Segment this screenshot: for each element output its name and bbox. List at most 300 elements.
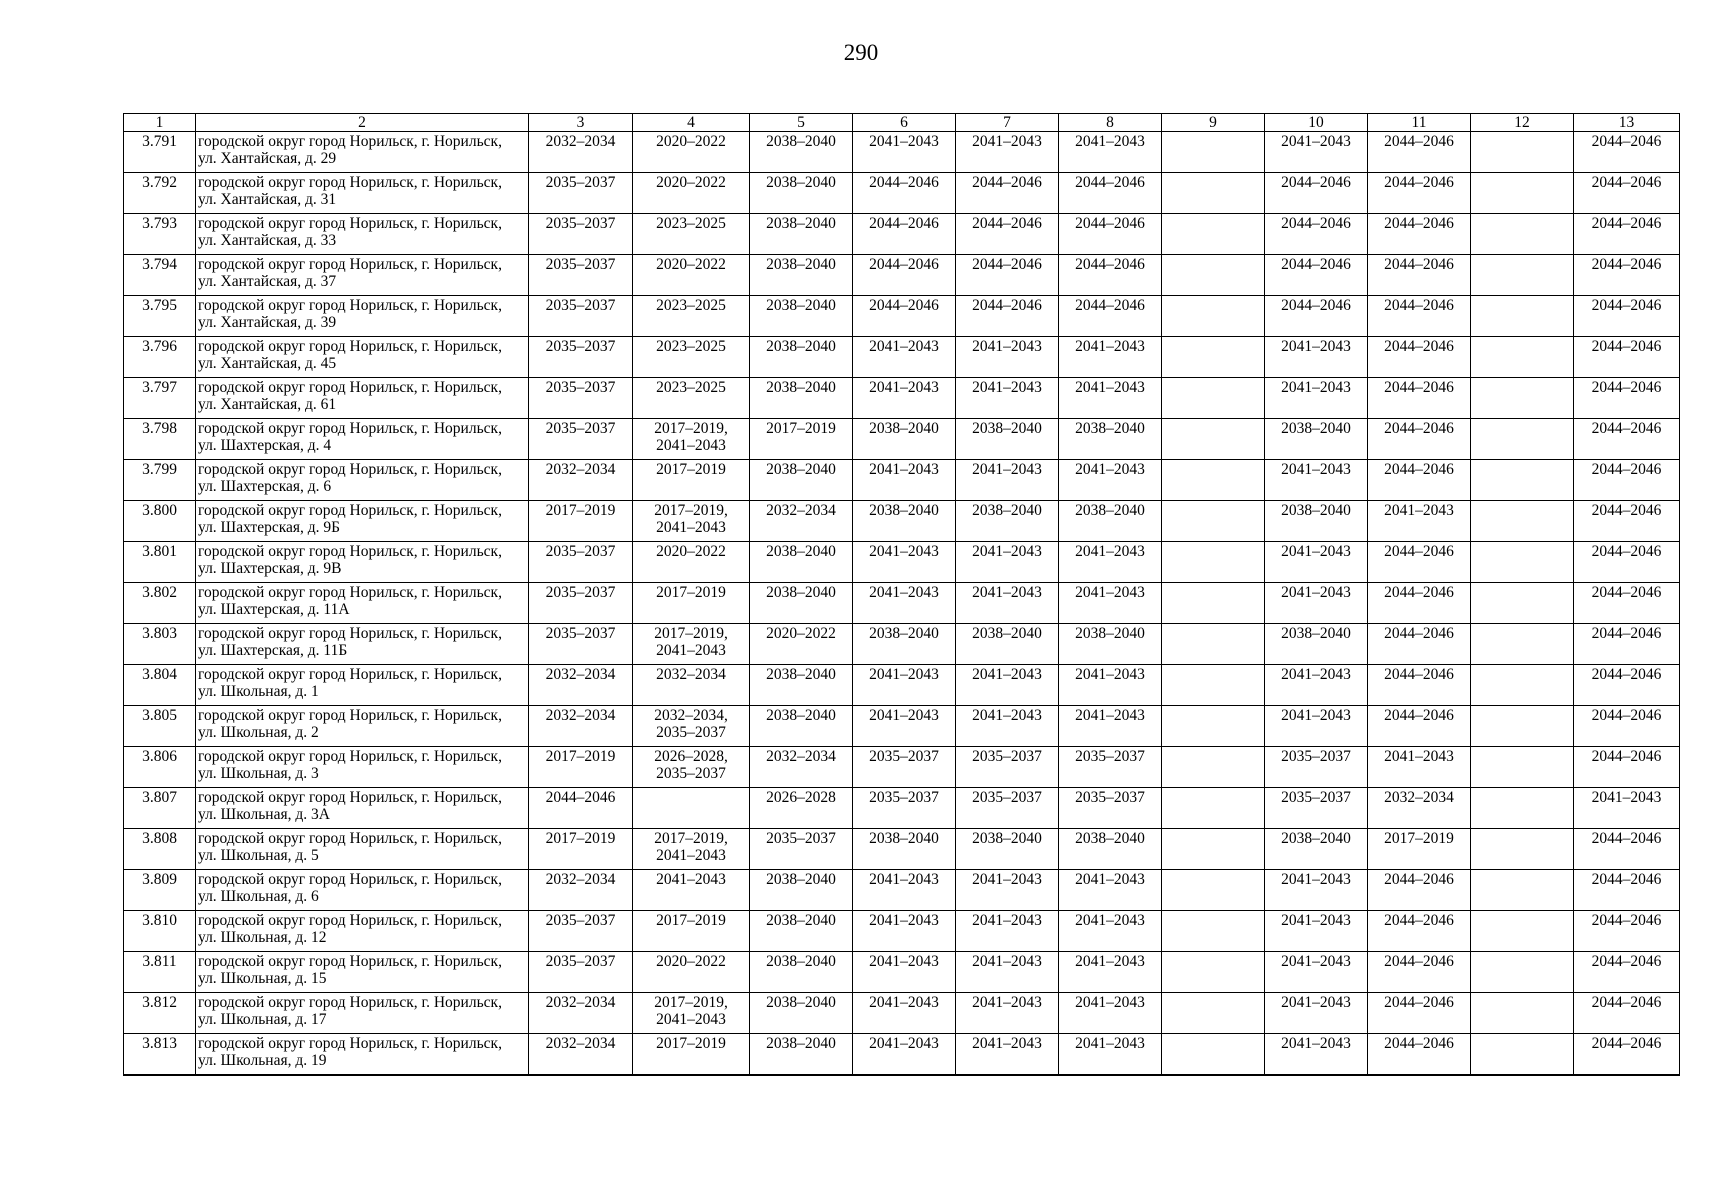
period-cell-col-5 [750, 132, 853, 173]
period-value: 2044–2046 [1384, 420, 1454, 437]
period-cell-col-5 [750, 501, 853, 542]
period-value: 2038–2040 [766, 338, 836, 355]
period-value: 2017–2019, [654, 830, 728, 847]
period-cell-col-13 [1574, 378, 1680, 419]
period-cell-col-12 [1471, 952, 1574, 993]
period-cell-col-3 [529, 337, 633, 378]
address-line: ул. Шахтерская, д. 9Б [198, 519, 341, 536]
period-value: 2041–2043 [1075, 543, 1145, 560]
period-cell-col-10 [1265, 993, 1368, 1034]
period-value: 2038–2040 [1075, 502, 1145, 519]
address-line: городской округ город Норильск, г. Норильск, [198, 502, 502, 519]
period-value: 2044–2046 [1384, 461, 1454, 478]
table-row [124, 747, 1680, 788]
row-number-cell: 3.796 [124, 337, 196, 378]
period-value: 2035–2037 [656, 765, 726, 782]
period-value: 2032–2034 [766, 502, 836, 519]
period-cell-col-8 [1059, 419, 1162, 460]
period-cell-col-5 [750, 665, 853, 706]
period-value: 2017–2019 [545, 748, 616, 765]
address-line: городской округ город Норильск, г. Норильск, [198, 379, 502, 396]
period-cell-col-13 [1574, 952, 1680, 993]
column-header: 9 [1162, 114, 1265, 132]
address-cell [196, 214, 529, 255]
period-value: 2041–2043 [869, 338, 939, 355]
period-value: 2044–2046 [1384, 256, 1454, 273]
period-cell-col-5 [750, 624, 853, 665]
period-value: 2038–2040 [766, 543, 836, 560]
period-cell-col-4 [633, 460, 750, 501]
address-line: ул. Хантайская, д. 45 [198, 355, 337, 372]
period-cell-col-8 [1059, 542, 1162, 583]
period-cell-col-12 [1471, 255, 1574, 296]
table-row [124, 1034, 1680, 1075]
period-cell-col-12 [1471, 419, 1574, 460]
period-cell-col-10 [1265, 255, 1368, 296]
period-cell-col-11 [1368, 173, 1471, 214]
period-cell-col-5 [750, 419, 853, 460]
period-cell-col-13 [1574, 255, 1680, 296]
period-cell-col-8 [1059, 870, 1162, 911]
address-cell [196, 829, 529, 870]
period-cell-col-5 [750, 173, 853, 214]
address-cell [196, 747, 529, 788]
period-cell-col-9 [1162, 542, 1265, 583]
row-number-cell: 3.801 [124, 542, 196, 583]
period-value: 2044–2046 [1384, 215, 1454, 232]
address-line: ул. Шахтерская, д. 9В [198, 560, 342, 577]
period-cell-col-4 [633, 870, 750, 911]
table-row [124, 214, 1680, 255]
address-line: городской округ город Норильск, г. Норильск, [198, 953, 502, 970]
period-cell-col-4 [633, 378, 750, 419]
period-cell-col-7 [956, 788, 1059, 829]
period-cell-col-9 [1162, 173, 1265, 214]
period-value: 2023–2025 [656, 338, 726, 355]
period-value: 2032–2034 [766, 748, 836, 765]
period-value: 2032–2034, [654, 707, 728, 724]
period-cell-col-3 [529, 214, 633, 255]
period-cell-col-10 [1265, 911, 1368, 952]
period-value: 2041–2043 [869, 133, 939, 150]
period-cell-col-4 [633, 911, 750, 952]
period-cell-col-7 [956, 665, 1059, 706]
address-cell [196, 788, 529, 829]
period-value: 2041–2043 [656, 1011, 726, 1028]
row-number-cell: 3.800 [124, 501, 196, 542]
period-cell-col-3 [529, 255, 633, 296]
period-value: 2041–2043 [1281, 912, 1351, 929]
period-value: 2038–2040 [766, 215, 836, 232]
period-cell-col-7 [956, 542, 1059, 583]
address-line: городской округ город Норильск, г. Норильск, [198, 1035, 502, 1052]
address-cell [196, 337, 529, 378]
period-cell-col-12 [1471, 665, 1574, 706]
period-value: 2044–2046 [972, 297, 1042, 314]
period-value: 2041–2043 [1075, 707, 1145, 724]
period-cell-col-10 [1265, 583, 1368, 624]
period-value: 2035–2037 [869, 748, 939, 765]
period-cell-col-8 [1059, 132, 1162, 173]
period-value: 2041–2043 [1075, 912, 1145, 929]
address-line: ул. Школьная, д. 17 [198, 1011, 327, 1028]
address-line: ул. Шахтерская, д. 4 [198, 437, 332, 454]
period-cell-col-11 [1368, 911, 1471, 952]
address-line: ул. Школьная, д. 15 [198, 970, 327, 987]
period-cell-col-5 [750, 460, 853, 501]
period-cell-col-6 [853, 870, 956, 911]
period-cell-col-7 [956, 501, 1059, 542]
period-cell-col-3 [529, 665, 633, 706]
period-value: 2044–2046 [1384, 297, 1454, 314]
period-cell-col-9 [1162, 993, 1265, 1034]
period-value: 2032–2034 [545, 871, 616, 888]
period-value: 2035–2037 [766, 830, 836, 847]
period-cell-col-13 [1574, 911, 1680, 952]
period-cell-col-8 [1059, 255, 1162, 296]
period-cell-col-7 [956, 132, 1059, 173]
period-cell-col-10 [1265, 1034, 1368, 1075]
period-cell-col-13 [1574, 993, 1680, 1034]
period-cell-col-12 [1471, 829, 1574, 870]
period-value: 2026–2028 [766, 789, 836, 806]
address-line: городской округ город Норильск, г. Норильск, [198, 133, 502, 150]
column-header: 5 [750, 114, 853, 132]
period-cell-col-11 [1368, 665, 1471, 706]
period-cell-col-11 [1368, 542, 1471, 583]
table-row [124, 665, 1680, 706]
period-value: 2017–2019 [656, 1035, 726, 1052]
period-cell-col-10 [1265, 501, 1368, 542]
period-value: 2044–2046 [1591, 338, 1662, 355]
period-cell-col-13 [1574, 132, 1680, 173]
period-cell-col-11 [1368, 870, 1471, 911]
period-value: 2044–2046 [1075, 256, 1145, 273]
period-cell-col-6 [853, 952, 956, 993]
period-cell-col-13 [1574, 542, 1680, 583]
period-value: 2044–2046 [1384, 953, 1454, 970]
period-value: 2032–2034 [545, 994, 616, 1011]
column-header: 10 [1265, 114, 1368, 132]
period-cell-col-9 [1162, 952, 1265, 993]
table-row [124, 583, 1680, 624]
row-number-cell: 3.808 [124, 829, 196, 870]
address-line: ул. Школьная, д. 12 [198, 929, 327, 946]
period-cell-col-13 [1574, 419, 1680, 460]
period-value: 2044–2046 [1591, 666, 1662, 683]
period-cell-col-5 [750, 1034, 853, 1075]
period-value: 2041–2043 [1075, 666, 1145, 683]
period-cell-col-9 [1162, 460, 1265, 501]
period-cell-col-7 [956, 1034, 1059, 1075]
period-value: 2044–2046 [1591, 502, 1662, 519]
period-cell-col-4 [633, 255, 750, 296]
address-line: городской округ город Норильск, г. Норильск, [198, 543, 502, 560]
period-value: 2038–2040 [869, 420, 939, 437]
period-cell-col-13 [1574, 173, 1680, 214]
table-row [124, 706, 1680, 747]
period-value: 2044–2046 [1591, 912, 1662, 929]
row-number-cell: 3.811 [124, 952, 196, 993]
period-cell-col-9 [1162, 337, 1265, 378]
period-value: 2044–2046 [1384, 379, 1454, 396]
table-row [124, 132, 1680, 173]
period-cell-col-4 [633, 952, 750, 993]
address-cell [196, 132, 529, 173]
period-value: 2017–2019, [654, 625, 728, 642]
period-cell-col-10 [1265, 214, 1368, 255]
period-value: 2041–2043 [1075, 133, 1145, 150]
period-value: 2041–2043 [972, 912, 1042, 929]
period-cell-col-7 [956, 952, 1059, 993]
address-line: городской округ город Норильск, г. Норильск, [198, 297, 502, 314]
period-value: 2041–2043 [1281, 338, 1351, 355]
period-value: 2020–2022 [656, 953, 726, 970]
row-number-cell: 3.799 [124, 460, 196, 501]
period-cell-col-12 [1471, 296, 1574, 337]
table-row [124, 255, 1680, 296]
row-number-cell: 3.797 [124, 378, 196, 419]
header-row [124, 114, 1680, 132]
period-value: 2044–2046 [1591, 297, 1662, 314]
period-value: 2041–2043 [1281, 871, 1351, 888]
period-value: 2038–2040 [1075, 420, 1145, 437]
period-value: 2041–2043 [869, 1035, 939, 1052]
period-cell-col-6 [853, 788, 956, 829]
row-number-cell: 3.798 [124, 419, 196, 460]
table-row [124, 337, 1680, 378]
period-value: 2044–2046 [1591, 461, 1662, 478]
period-value: 2044–2046 [1281, 297, 1351, 314]
period-cell-col-5 [750, 993, 853, 1034]
period-cell-col-5 [750, 747, 853, 788]
period-value: 2044–2046 [972, 256, 1042, 273]
period-cell-col-7 [956, 173, 1059, 214]
row-number-cell: 3.795 [124, 296, 196, 337]
period-value: 2038–2040 [766, 174, 836, 191]
period-cell-col-11 [1368, 501, 1471, 542]
address-line: городской округ город Норильск, г. Норильск, [198, 420, 502, 437]
period-value: 2044–2046 [869, 297, 939, 314]
period-value: 2044–2046 [869, 215, 939, 232]
address-line: ул. Школьная, д. 3А [198, 806, 330, 823]
address-line: ул. Шахтерская, д. 6 [198, 478, 332, 495]
period-value: 2023–2025 [656, 215, 726, 232]
column-header: 11 [1368, 114, 1471, 132]
period-cell-col-5 [750, 788, 853, 829]
period-cell-col-3 [529, 706, 633, 747]
period-value: 2041–2043 [1281, 666, 1351, 683]
address-cell [196, 378, 529, 419]
period-cell-col-11 [1368, 296, 1471, 337]
period-cell-col-12 [1471, 173, 1574, 214]
period-value: 2035–2037 [545, 953, 616, 970]
period-value: 2041–2043 [1075, 994, 1145, 1011]
address-cell [196, 460, 529, 501]
period-value: 2041–2043 [1281, 707, 1351, 724]
period-cell-col-4 [633, 501, 750, 542]
period-cell-col-6 [853, 993, 956, 1034]
period-value: 2038–2040 [972, 502, 1042, 519]
address-line: ул. Школьная, д. 19 [198, 1052, 327, 1069]
period-value: 2020–2022 [766, 625, 836, 642]
row-number-cell: 3.794 [124, 255, 196, 296]
period-cell-col-4 [633, 296, 750, 337]
period-cell-col-3 [529, 583, 633, 624]
period-cell-col-10 [1265, 378, 1368, 419]
period-cell-col-13 [1574, 583, 1680, 624]
period-value: 2044–2046 [1075, 297, 1145, 314]
period-value: 2038–2040 [766, 379, 836, 396]
period-cell-col-9 [1162, 788, 1265, 829]
period-value: 2035–2037 [545, 625, 616, 642]
period-cell-col-10 [1265, 132, 1368, 173]
period-cell-col-6 [853, 501, 956, 542]
period-cell-col-9 [1162, 255, 1265, 296]
address-cell [196, 952, 529, 993]
row-number-cell: 3.812 [124, 993, 196, 1034]
period-value: 2041–2043 [972, 953, 1042, 970]
address-line: ул. Хантайская, д. 29 [198, 150, 337, 167]
period-value: 2017–2019 [656, 461, 726, 478]
address-cell [196, 870, 529, 911]
period-value: 2017–2019 [545, 830, 616, 847]
period-cell-col-12 [1471, 788, 1574, 829]
period-value: 2041–2043 [656, 871, 726, 888]
period-cell-col-11 [1368, 337, 1471, 378]
period-value: 2041–2043 [1281, 133, 1351, 150]
address-cell [196, 255, 529, 296]
period-cell-col-12 [1471, 911, 1574, 952]
period-value: 2038–2040 [766, 666, 836, 683]
row-number-cell: 3.807 [124, 788, 196, 829]
period-value: 2041–2043 [1591, 789, 1662, 806]
period-value: 2044–2046 [545, 789, 616, 806]
period-value: 2035–2037 [1281, 748, 1351, 765]
period-cell-col-6 [853, 214, 956, 255]
period-value: 2041–2043 [869, 707, 939, 724]
period-value: 2017–2019, [654, 420, 728, 437]
period-cell-col-10 [1265, 173, 1368, 214]
period-value: 2035–2037 [545, 912, 616, 929]
period-cell-col-5 [750, 542, 853, 583]
column-header: 3 [529, 114, 633, 132]
period-value: 2044–2046 [1591, 256, 1662, 273]
row-number-cell: 3.803 [124, 624, 196, 665]
period-cell-col-13 [1574, 665, 1680, 706]
period-value: 2038–2040 [766, 256, 836, 273]
period-value: 2041–2043 [869, 543, 939, 560]
period-value: 2035–2037 [1281, 789, 1351, 806]
period-cell-col-6 [853, 378, 956, 419]
period-value: 2017–2019, [654, 502, 728, 519]
period-value: 2041–2043 [869, 994, 939, 1011]
address-cell [196, 583, 529, 624]
period-cell-col-10 [1265, 296, 1368, 337]
period-cell-col-7 [956, 378, 1059, 419]
period-cell-col-8 [1059, 378, 1162, 419]
period-cell-col-12 [1471, 542, 1574, 583]
period-value: 2023–2025 [656, 379, 726, 396]
period-value: 2041–2043 [869, 379, 939, 396]
period-value: 2035–2037 [1075, 789, 1145, 806]
period-value: 2038–2040 [766, 1035, 836, 1052]
period-value: 2041–2043 [869, 461, 939, 478]
period-value: 2035–2037 [545, 256, 616, 273]
period-cell-col-11 [1368, 747, 1471, 788]
period-cell-col-13 [1574, 747, 1680, 788]
period-cell-col-3 [529, 952, 633, 993]
period-cell-col-12 [1471, 993, 1574, 1034]
period-value: 2020–2022 [656, 256, 726, 273]
period-cell-col-4 [633, 665, 750, 706]
period-value: 2044–2046 [1591, 133, 1662, 150]
schedule-table [123, 113, 1680, 1076]
period-value: 2032–2034 [545, 1035, 616, 1052]
period-cell-col-7 [956, 337, 1059, 378]
period-cell-col-8 [1059, 829, 1162, 870]
period-cell-col-7 [956, 296, 1059, 337]
period-cell-col-3 [529, 1034, 633, 1075]
table-body [124, 132, 1680, 1075]
period-cell-col-9 [1162, 583, 1265, 624]
period-value: 2017–2019 [656, 912, 726, 929]
table-row [124, 296, 1680, 337]
period-cell-col-4 [633, 214, 750, 255]
period-value: 2044–2046 [1281, 174, 1351, 191]
period-cell-col-4 [633, 706, 750, 747]
period-cell-col-11 [1368, 1034, 1471, 1075]
period-value: 2041–2043 [1281, 379, 1351, 396]
column-header: 1 [124, 114, 196, 132]
period-cell-col-8 [1059, 706, 1162, 747]
period-value: 2032–2034 [545, 707, 616, 724]
period-value: 2035–2037 [545, 174, 616, 191]
period-value: 2044–2046 [1075, 174, 1145, 191]
period-value: 2044–2046 [1384, 871, 1454, 888]
period-value: 2035–2037 [545, 420, 616, 437]
address-line: ул. Шахтерская, д. 11А [198, 601, 350, 618]
period-cell-col-6 [853, 829, 956, 870]
period-value: 2038–2040 [972, 625, 1042, 642]
period-value: 2044–2046 [1384, 1035, 1454, 1052]
page-number: 290 [843, 40, 879, 65]
period-cell-col-12 [1471, 624, 1574, 665]
period-cell-col-10 [1265, 706, 1368, 747]
period-value: 2041–2043 [972, 666, 1042, 683]
address-line: ул. Школьная, д. 5 [198, 847, 319, 864]
period-cell-col-3 [529, 624, 633, 665]
address-line: ул. Школьная, д. 3 [198, 765, 319, 782]
period-cell-col-13 [1574, 829, 1680, 870]
column-header: 8 [1059, 114, 1162, 132]
address-line: городской округ город Норильск, г. Норильск, [198, 871, 502, 888]
period-value: 2041–2043 [972, 994, 1042, 1011]
row-number-cell: 3.792 [124, 173, 196, 214]
period-cell-col-10 [1265, 788, 1368, 829]
period-cell-col-8 [1059, 460, 1162, 501]
period-value: 2044–2046 [1384, 625, 1454, 642]
address-cell [196, 624, 529, 665]
address-line: ул. Хантайская, д. 39 [198, 314, 337, 331]
period-value: 2041–2043 [972, 584, 1042, 601]
period-value: 2020–2022 [656, 543, 726, 560]
period-value: 2041–2043 [656, 519, 726, 536]
period-cell-col-4 [633, 542, 750, 583]
period-cell-col-11 [1368, 624, 1471, 665]
period-value: 2038–2040 [766, 297, 836, 314]
period-cell-col-9 [1162, 870, 1265, 911]
